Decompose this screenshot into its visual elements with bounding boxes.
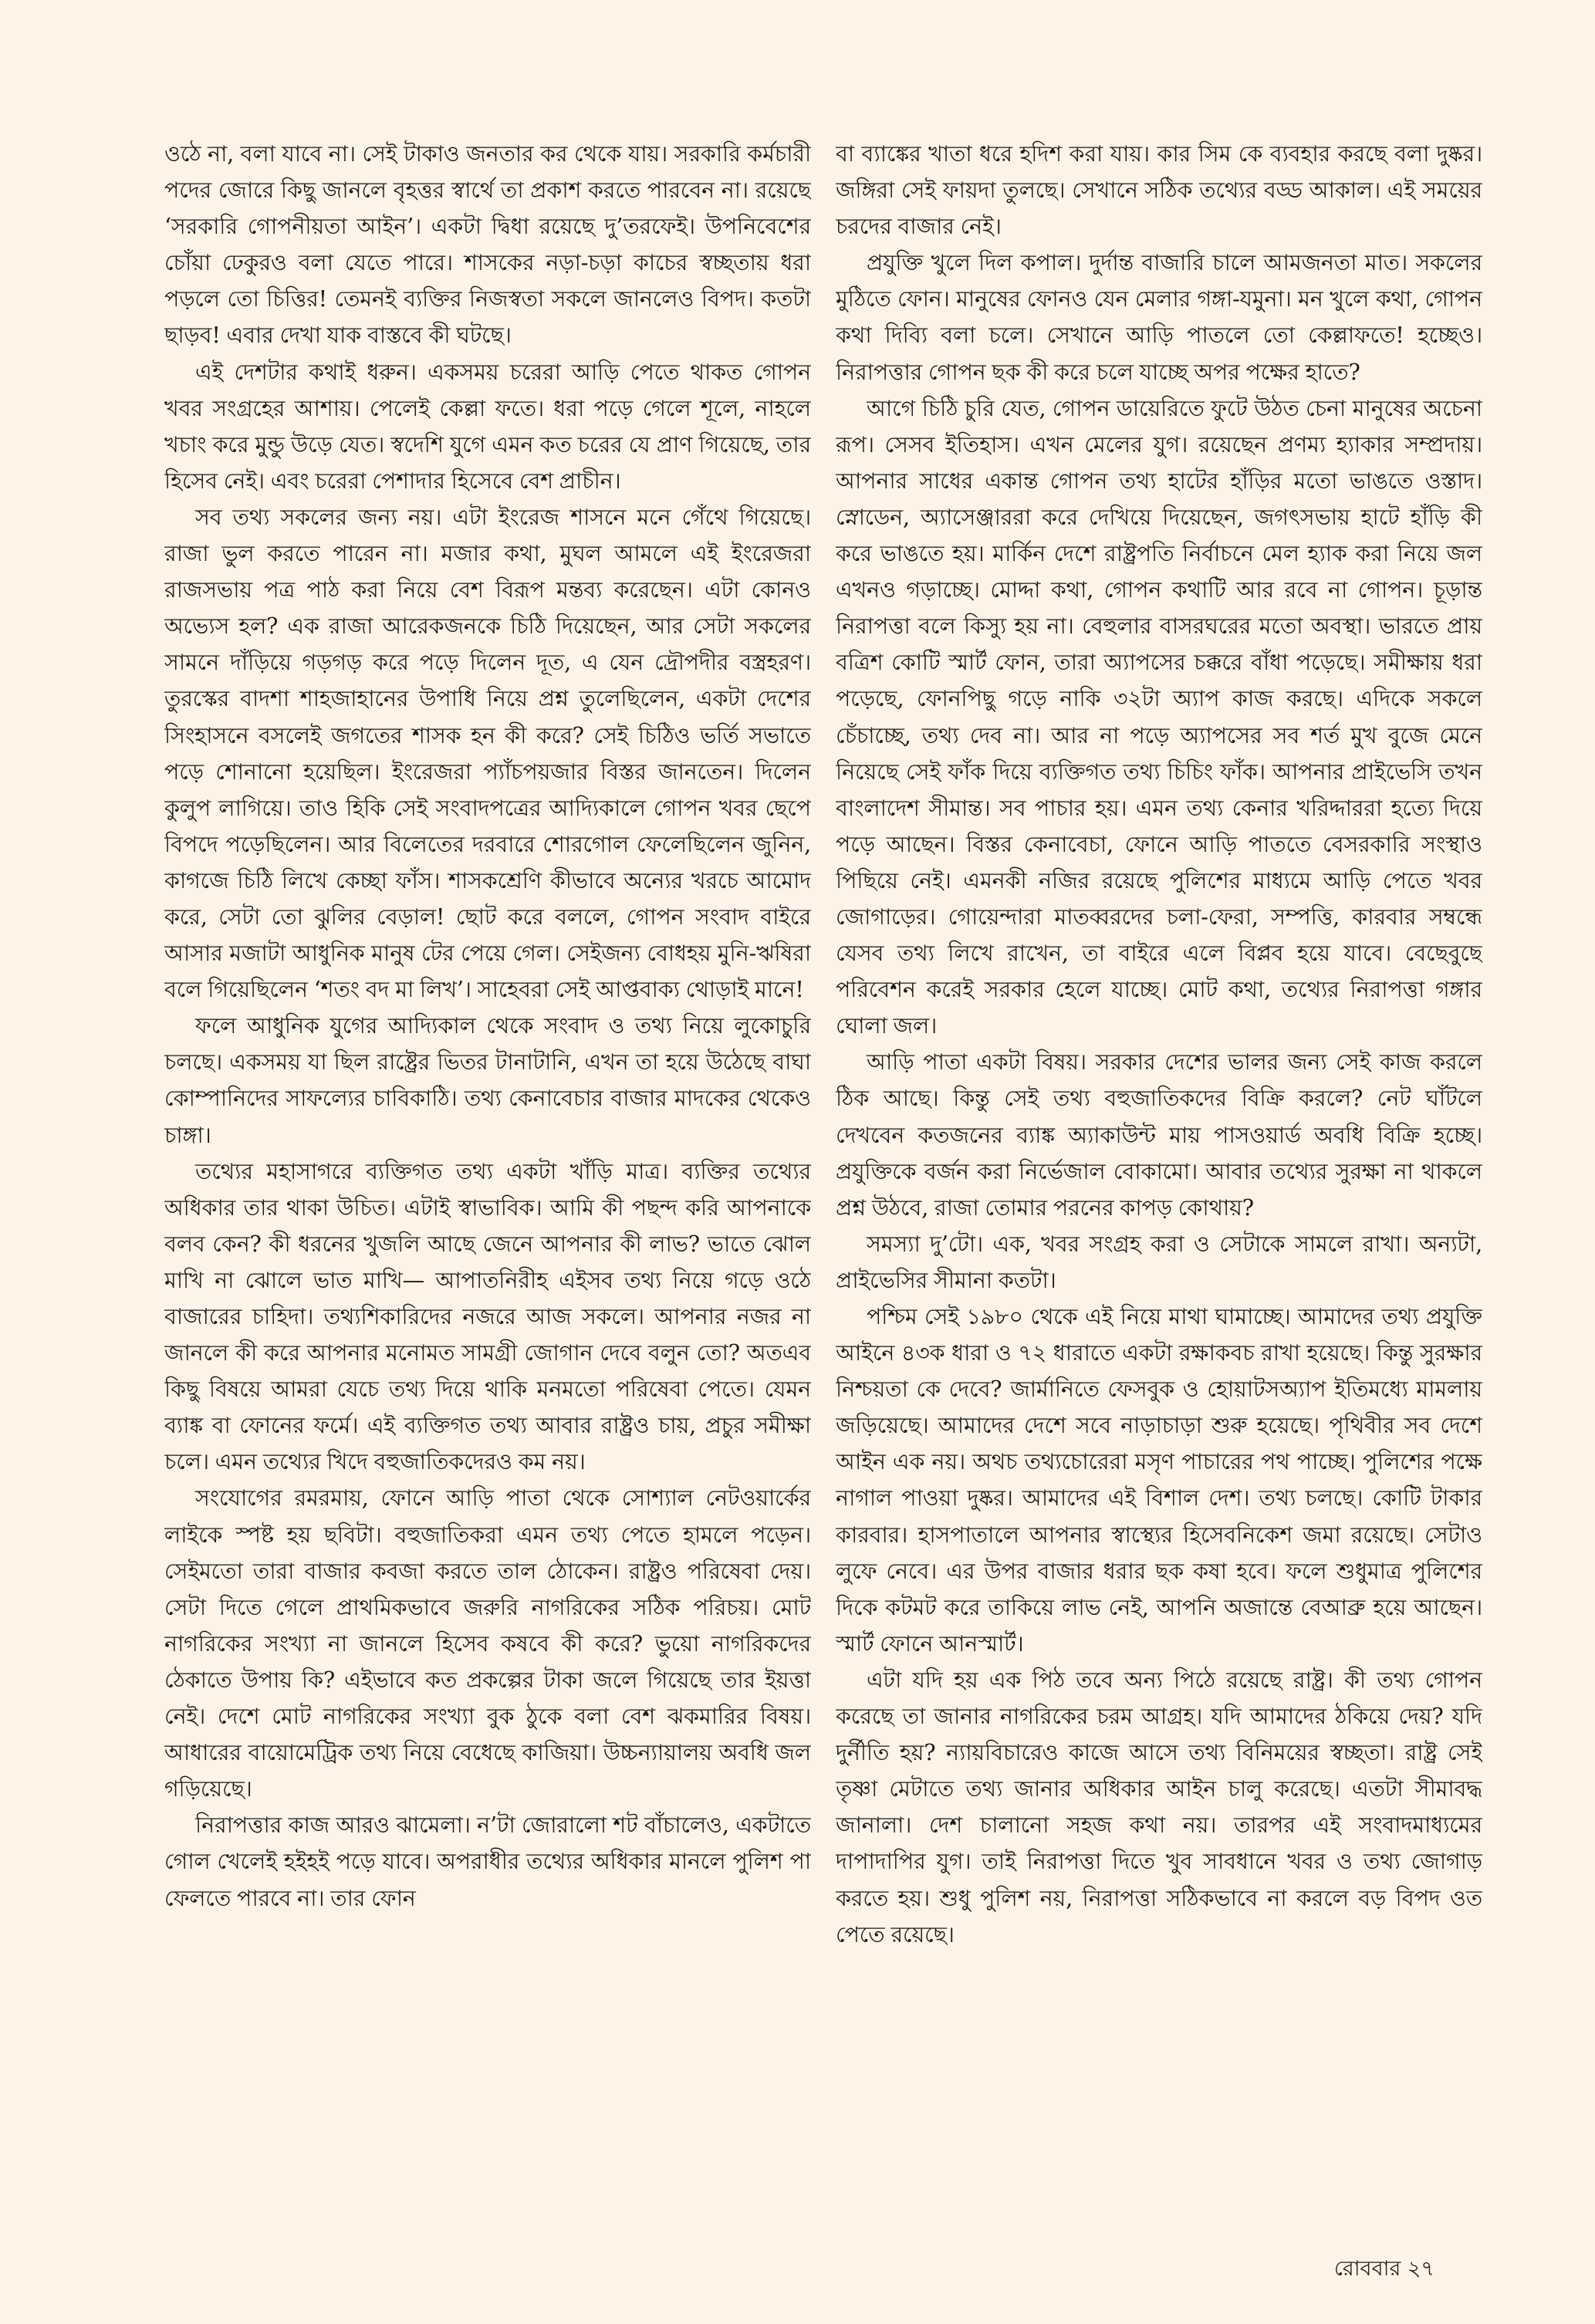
paragraph: এটা যদি হয় এক পিঠ তবে অন্য পিঠে রয়েছে রাষ্ট্র। কী তথ্য গোপন করেছে তা জানার নাগরিকের চরম আগ্রহ। যদি আমাদের ঠকিয়ে দেয়? যদি দুর্নীতি হয়? ন্যায়বিচারেও কাজে আসে তথ্য বিনিময়ের স্বচ্ছতা। রাষ্ট্র সেই তৃষ্ণা মেটাতে তথ্য জানার অধিকার আইন চালু করেছে। এতটা সীমাবদ্ধ জানালা। দেশ চালানো সহজ কথা নয়। তারপর এই সংবাদমাধ্যমের দাপাদাপির যুগ। তাই নিরাপত্তা দিতে খুব সাবধানে খবর ও তথ্য জোগাড় করতে হয়। শুধু পুলিশ নয়, নিরাপত্তা সঠিকভাবে না করলে বড় বিপদ ওত পেতে রয়েছে। — [836, 1666, 1482, 1947]
paragraph: আড়ি পাতা একটা বিষয়। সরকার দেশের ভালর জন্য সেই কাজ করলে ঠিক আছে। কিন্তু সেই তথ্য বহুজাতিকদের বিক্রি করলে? নেট ঘাঁটলে দেখবেন কতজনের ব্যাঙ্ক অ্যাকাউন্ট মায় পাসওয়ার্ড অবধি বিক্রি হচ্ছে। প্রযুক্তিকে বর্জন করা নির্ভেজাল বোকামো। আবার তথ্যের সুরক্ষা না থাকলে প্রশ্ন উঠবে, রাজা তোমার পরনের কাপড় কোথায়? — [836, 1049, 1482, 1221]
paragraph: এই দেশটার কথাই ধরুন। একসময় চরেরা আড়ি পেতে থাকত গোপন খবর সংগ্রহের আশায়। পেলেই কেল্লা ফতে। ধরা পড়ে গেলে শূলে, নাহলে খচাং করে মুন্ডু উড়ে যেত। স্বদেশি যুগে এমন কত চরের যে প্রাণ গিয়েছে, তার হিসেব নেই। এবং চরেরা পেশাদার হিসেবে বেশ প্রাচীন। — [164, 358, 811, 494]
article-column-left — [164, 136, 811, 2173]
paragraph: আগে চিঠি চুরি যেত, গোপন ডায়েরিতে ফুটে উঠত চেনা মানুষের অচেনা রূপ। সেসব ইতিহাস। এখন মেলের যুগ। রয়েছেন প্রণম্য হ্যাকার সম্প্রদায়। আপনার সাধের একান্ত গোপন তথ্য হাটের হাঁড়ির মতো ভাঙতে ওস্তাদ। স্নোডেন, অ্যাসেঞ্জাররা করে দেখিয়ে দিয়েছেন, জগৎসভায় হাটে হাঁড়ি কী করে ভাঙতে হয়। মার্কিন দেশে রাষ্ট্রপতি নির্বাচনে মেল হ্যাক করা নিয়ে জল এখনও গড়াচ্ছে। মোদ্দা কথা, গোপন কথাটি আর রবে না গোপন। চূড়ান্ত নিরাপত্তা বলে কিস্যু হয় না। বেহুলার বাসরঘরের মতো অবস্থা। ভারতে প্রায় বত্রিশ কোটি স্মার্ট ফোন, তারা অ্যাপসের চক্করে বাঁধা পড়েছে। সমীক্ষায় ধরা পড়েছে, ফোনপিছু গড়ে নাকি ৩২টা অ্যাপ কাজ করছে। এদিকে সকলে চেঁচাচ্ছে, তথ্য দেব না। আর না পড়ে অ্যাপসের সব শর্ত মুখ বুজে মেনে নিয়েছে সেই ফাঁক দিয়ে ব্যক্তিগত তথ্য চিচিং ফাঁক। আপনার প্রাইভেসি তখন বাংলাদেশ সীমান্ত। সব পাচার হয়। এমন তথ্য কেনার খরিদ্দাররা হত্যে দিয়ে পড়ে আছেন। বিস্তর কেনাবেচা, ফোনে আড়ি পাততে বেসরকারি সংস্থাও পিছিয়ে নেই। এমনকী নজির রয়েছে পুলিশের মাধ্যমে আড়ি পেতে খবর জোগাড়ের। গোয়েন্দারা মাতব্বরদের চলা-ফেরা, সম্পত্তি, কারবার সম্বন্ধে যেসব তথ্য লিখে রাখেন, তা বাইরে এলে বিপ্লব হয়ে যাবে। বেছেবুছে পরিবেশন করেই সরকার হেলে যাচ্ছে। মোট কথা, তথ্যের নিরাপত্তা গঙ্গার ঘোলা জল। — [836, 394, 1482, 1039]
paragraph: সমস্যা দু’টো। এক, খবর সংগ্রহ করা ও সেটাকে সামলে রাখা। অন্যটা, প্রাইভেসির সীমানা কতটা। — [836, 1230, 1482, 1293]
paragraph: পশ্চিম সেই ১৯৮০ থেকে এই নিয়ে মাথা ঘামাচ্ছে। আমাদের তথ্য প্রযুক্তি আইনে ৪৩ক ধারা ও ৭২ ধারাতে একটা রক্ষাকবচ রাখা হয়েছে। কিন্তু সুরক্ষার নিশ্চয়তা কে দেবে? জার্মানিতে ফেসবুক ও হোয়াটসঅ্যাপ ইতিমধ্যে মামলায় জড়িয়েছে। আমাদের দেশে সবে নাড়াচাড়া শুরু হয়েছে। পৃথিবীর সব দেশে আইন এক নয়। অথচ তথ্যচোরেরা মসৃণ পাচারের পথ পাচ্ছে। পুলিশের পক্ষে নাগাল পাওয়া দুষ্কর। আমাদের এই বিশাল দেশ। তথ্য চলছে। কোটি টাকার কারবার। হাসপাতালে আপনার স্বাস্থ্যের হিসেবনিকেশ জমা রয়েছে। সেটাও লুফে নেবে। এর উপর বাজার ধরার ছক কষা হবে। ফলে শুধুমাত্র পুলিশের দিকে কটমট করে তাকিয়ে লাভ নেই, আপনি অজান্তে বেআব্রু হয়ে আছেন। স্মার্ট ফোনে আনস্মার্ট। — [836, 1303, 1482, 1657]
paragraph: তথ্যের মহাসাগরে ব্যক্তিগত তথ্য একটা খাঁড়ি মাত্র। ব্যক্তির তথ্যের অধিকার তার থাকা উচিত। এটাই স্বাভাবিক। আমি কী পছন্দ করি আপনাকে বলব কেন? কী ধরনের খুজলি আছে জেনে আপনার কী লাভ? ভাতে ঝোল মাখি না ঝোলে ভাত মাখি— আপাতনিরীহ এইসব তথ্য নিয়ে গড়ে ওঠে বাজারের চাহিদা। তথ্যশিকারিদের নজরে আজ সকলে। আপনার নজর না জানলে কী করে আপনার মনোমত সামগ্রী জোগান দেবে বলুন তো? অতএব কিছু বিষয়ে আমরা যেচে তথ্য দিয়ে থাকি মনমতো পরিষেবা পেতে। যেমন ব্যাঙ্ক বা ফোনের ফর্মে। এই ব্যক্তিগত তথ্য আবার রাষ্ট্রও চায়, প্রচুর সমীক্ষা চলে। এমন তথ্যের খিদে বহুজাতিকদেরও কম নয়। — [164, 1157, 811, 1475]
paragraph: ওঠে না, বলা যাবে না। সেই টাকাও জনতার কর থেকে যায়। সরকারি কর্মচারী পদের জোরে কিছু জানলে বৃহত্তর স্বার্থে তা প্রকাশ করতে পারবেন না। রয়েছে ‘সরকারি গোপনীয়তা আইন’। একটা দ্বিধা রয়েছে দু’তরফেই। উপনিবেশের চোঁয়া ঢেকুরও বলা যেতে পারে। শাসকের নড়া-চড়া কাচের স্বচ্ছতায় ধরা পড়লে তো চিত্তির! তেমনই ব্যক্তির নিজস্বতা সকলে জানলেও বিপদ। কতটা ছাড়ব! এবার দেখা যাক বাস্তবে কী ঘটছে। — [164, 140, 811, 349]
paragraph: নিরাপত্তার কাজ আরও ঝামেলা। ন’টা জোরালো শট বাঁচালেও, একটাতে গোল খেলেই হইহই পড়ে যাবে। অপরাধীর তথ্যের অধিকার মানলে পুলিশ পা ফেলতে পারবে না। তার ফোন — [164, 1812, 811, 1911]
paragraph: প্রযুক্তি খুলে দিল কপাল। দুর্দান্ত বাজারি চালে আমজনতা মাত। সকলের মুঠিতে ফোন। মানুষের ফোনও যেন মেলার গঙ্গা-যমুনা। মন খুলে কথা, গোপন কথা দিব্যি বলা চলে। সেখানে আড়ি পাতলে তো কেল্লাফতে! হচ্ছেও। নিরাপত্তার গোপন ছক কী করে চলে যাচ্ছে অপর পক্ষের হাতে? — [836, 249, 1482, 385]
paragraph: ফলে আধুনিক যুগের আদ্যিকাল থেকে সংবাদ ও তথ্য নিয়ে লুকোচুরি চলছে। একসময় যা ছিল রাষ্ট্রের ভিতর টানাটানি, এখন তা হয়ে উঠেছে বাঘা কোম্পানিদের সাফল্যের চাবিকাঠি। তথ্য কেনাবেচার বাজার মাদকের থেকেও চাঙ্গা। — [164, 1012, 811, 1148]
page-footer: রোববার ২৭ — [1333, 2257, 1434, 2281]
paragraph: বা ব্যাঙ্কের খাতা ধরে হদিশ করা যায়। কার সিম কে ব্যবহার করছে বলা দুষ্কর। জঙ্গিরা সেই ফায়দা তুলছে। সেখানে সঠিক তথ্যের বড্ড আকাল। এই সময়ের চরদের বাজার নেই। — [836, 140, 1482, 240]
paragraph: সব তথ্য সকলের জন্য নয়। এটা ইংরেজ শাসনে মনে গেঁথে গিয়েছে। রাজা ভুল করতে পারেন না। মজার কথা, মুঘল আমলে এই ইংরেজরা রাজসভায় পত্র পাঠ করা নিয়ে বেশ বিরূপ মন্তব্য করেছেন। এটা কোনও অভ্যেস হল? এক রাজা আরেকজনকে চিঠি দিয়েছেন, আর সেটা সকলের সামনে দাঁড়িয়ে গড়গড় করে পড়ে দিলেন দূত, এ যেন দ্রৌপদীর বস্ত্রহরণ। তুরস্কের বাদশা শাহজাহানের উপাধি নিয়ে প্রশ্ন তুলেছিলেন, একটা দেশের সিংহাসনে বসলেই জগতের শাসক হন কী করে? সেই চিঠিও ভর্তি সভাতে পড়ে শোনানো হয়েছিল। ইংরেজরা প্যাঁচপয়জার বিস্তর জানতেন। দিলেন কুলুপ লাগিয়ে। তাও হিকি সেই সংবাদপত্রের আদ্যিকালে গোপন খবর ছেপে বিপদে পড়েছিলেন। আর বিলেতের দরবারে শোরগোল ফেলেছিলেন জুনিন, কাগজে চিঠি লিখে কেচ্ছা ফাঁস। শাসকশ্রেণি কীভাবে অন্যের খরচে আমোদ করে, সেটা তো ঝুলির বেড়াল! ছোট করে বললে, গোপন সংবাদ বাইরে আসার মজাটা আধুনিক মানুষ টের পেয়ে গেল। সেইজন্য বোধহয় মুনি-ঋষিরা বলে গিয়েছিলেন ‘শতং বদ মা লিখ’। সাহেবরা সেই আপ্তবাক্য থোড়াই মানে! — [164, 503, 811, 1003]
paragraph: সংযোগের রমরমায়, ফোনে আড়ি পাতা থেকে সোশ্যাল নেটওয়ার্কের লাইকে স্পষ্ট হয় ছবিটা। বহুজাতিকরা এমন তথ্য পেতে হামলে পড়েন। সেইমতো তারা বাজার কবজা করতে তাল ঠোকেন। রাষ্ট্রও পরিষেবা দেয়। সেটা দিতে গেলে প্রাথমিকভাবে জরুরি নাগরিকের সঠিক পরিচয়। মোট নাগরিকের সংখ্যা না জানলে হিসেব কষবে কী করে? ভুয়ো নাগরিকদের ঠেকাতে উপায় কি? এইভাবে কত প্রকল্পের টাকা জলে গিয়েছে তার ইয়ত্তা নেই। দেশে মোট নাগরিকের সংখ্যা বুক ঠুকে বলা বেশ ঝকমারির বিষয়। আধারের বায়োমেট্রিক তথ্য নিয়ে বেধেছে কাজিয়া। উচ্চন্যায়ালয় অবধি জল গড়িয়েছে। — [164, 1485, 811, 1802]
article-column-right — [836, 136, 1482, 2173]
